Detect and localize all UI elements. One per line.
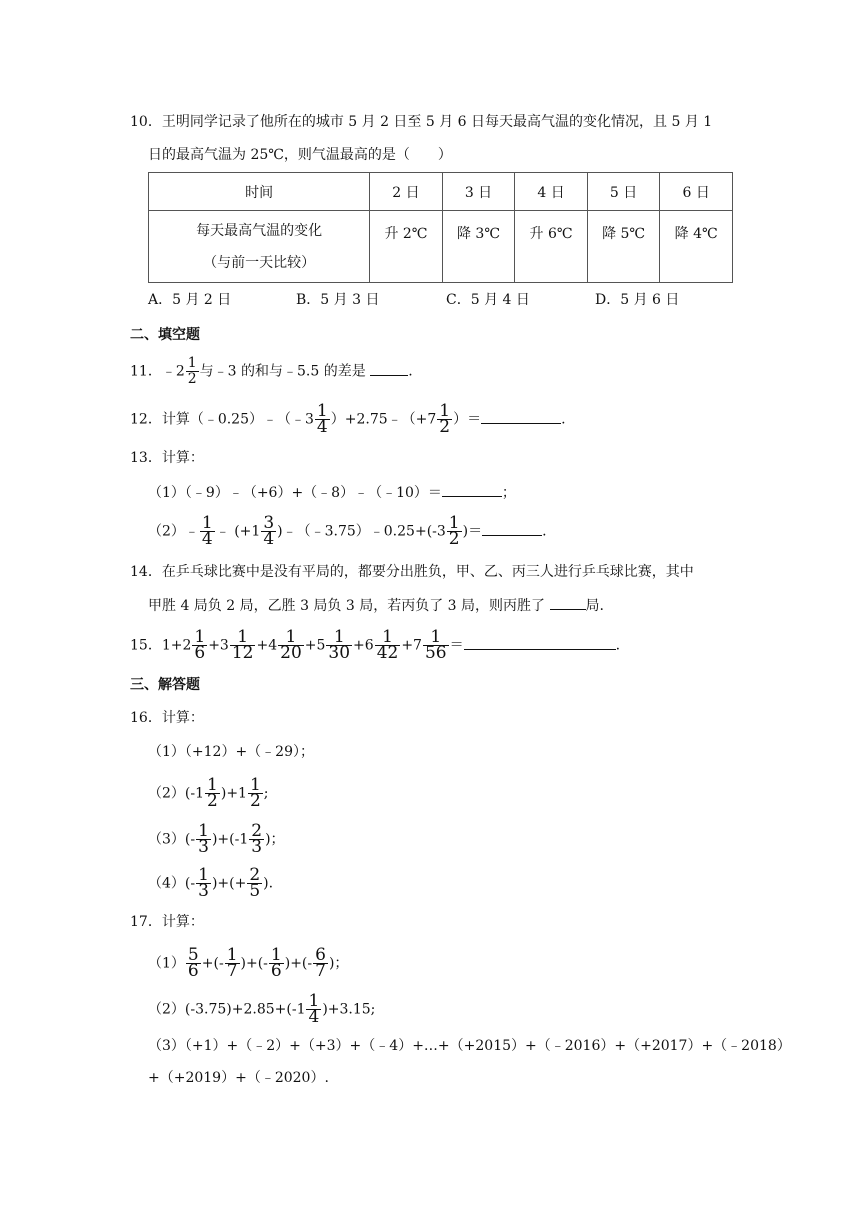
row-label-line1: 每天最高气温的变化 xyxy=(196,222,323,239)
fraction: $\frac{6}{7}$ xyxy=(315,945,326,981)
q10-option-c: C．5 月 4 日 xyxy=(446,292,530,308)
answer-blank xyxy=(550,595,586,610)
q11-number: 11． xyxy=(130,363,162,380)
fraction: $\frac{1}{3}$ xyxy=(198,865,209,901)
fraction: $\frac{1}{42}$ xyxy=(376,627,399,663)
fraction: $\frac{1}{7}$ xyxy=(226,945,238,981)
fraction: $\frac{3}{4}$ xyxy=(263,513,275,549)
fraction: $\frac{1}{2}$ xyxy=(207,775,218,811)
q10-option-b: B．5 月 3 日 xyxy=(296,292,380,308)
q13-part1: （1）（﹣9）﹣（+6）+（﹣8）﹣（﹣10）＝ ； xyxy=(148,482,516,503)
q10-line2: 日的最高气温为 25℃，则气温最高的是（ ） xyxy=(148,147,452,163)
table-header-row xyxy=(149,173,733,211)
q10-option-a: A．5 月 2 日 xyxy=(148,292,232,308)
q11-text: ﹣2 xyxy=(161,363,185,380)
fraction: $\frac{2}{5}$ xyxy=(249,865,261,901)
question-15: 15．1+2 $\frac{1}{6}$ +3 $\frac{1}{12}$ +4 $\frac{1}{20}$ +5 $\frac{1}{30}$ +6 $\frac{1}{42}$ +7 $\frac{1}{56}$ ＝ . xyxy=(130,627,621,663)
question-11: 11．﹣2 $\frac{1}{2}$ 与﹣3 的和与﹣5.5 的差是 . xyxy=(130,355,413,387)
q14-line1: 14．在乒乓球比赛中是没有平局的，都要分出胜负，甲、乙、丙三人进行乒乓球比赛，其中 xyxy=(130,564,694,580)
q17-part1: （1） $\frac{5}{6}$ +(- $\frac{1}{7}$ )+(- $\frac{1}{6}$ )+(- $\frac{6}{7}$ )； xyxy=(148,945,349,981)
table-cell: 3 日 xyxy=(442,173,515,211)
table-row-label xyxy=(149,211,370,283)
answer-blank xyxy=(482,521,542,536)
q13-title: 13．计算： xyxy=(130,450,204,466)
table-cell: 降 4℃ xyxy=(660,211,733,283)
q12-number: 12． xyxy=(130,411,162,428)
section-heading-fill-blank: 二、填空题 xyxy=(130,327,200,343)
table-cell: 升 2℃ xyxy=(370,211,443,283)
fraction: $\frac{2}{3}$ xyxy=(251,821,263,857)
q17-part2: （2）(-3.75)+2.85+(-1 $\frac{1}{4}$ )+3.15; xyxy=(148,991,376,1027)
fraction: $\frac{1}{2}$ xyxy=(448,513,460,549)
q11-text: 与﹣3 的和与﹣5.5 的差是 xyxy=(199,363,366,380)
fraction: $\frac{1}{2}$ xyxy=(187,355,197,387)
section-heading-solve: 三、解答题 xyxy=(130,677,200,693)
q17-part3-line1: （3）（+1）+（﹣2）+（+3）+（﹣4）+…+（+2015）+（﹣2016）+（+2017）+（﹣2018） xyxy=(148,1038,791,1054)
q13-part1-text: （1）（﹣9）﹣（+6）+（﹣8）﹣（﹣10）＝ xyxy=(148,485,442,501)
fraction: $\frac{1}{30}$ xyxy=(328,627,351,663)
table-cell: 4 日 xyxy=(515,173,588,211)
temperature-table xyxy=(148,172,733,283)
fraction: $\frac{1}{4}$ xyxy=(201,513,213,549)
q10-option-d: D．5 月 6 日 xyxy=(595,292,680,308)
fraction: $\frac{1}{56}$ xyxy=(424,627,447,663)
fraction: $\frac{1}{4}$ xyxy=(308,991,320,1027)
q16-part3: （3）(- $\frac{1}{3}$ )+(-1 $\frac{2}{3}$ )； xyxy=(148,821,285,857)
table-cell: 时间 xyxy=(149,173,370,211)
table-cell: 5 日 xyxy=(587,173,660,211)
q12-text: ）+2.75﹣（+7 xyxy=(330,411,437,428)
q14-line2: 甲胜 4 局负 2 局，乙胜 3 局负 3 局，若丙负了 3 局，则丙胜了 局. xyxy=(148,595,604,616)
fraction: $\frac{1}{4}$ xyxy=(316,401,328,437)
fraction: $\frac{1}{12}$ xyxy=(231,627,254,663)
q16-part4: （4）(- $\frac{1}{3}$ )+(+ $\frac{2}{5}$ ). xyxy=(148,865,274,901)
fraction: $\frac{1}{20}$ xyxy=(280,627,302,663)
table-row xyxy=(149,211,733,283)
table-cell: 降 3℃ xyxy=(442,211,515,283)
fraction: $\frac{1}{2}$ xyxy=(249,775,261,811)
q16-part2: （2）(-1 $\frac{1}{2}$ )+1 $\frac{1}{2}$ ; xyxy=(148,775,269,811)
answer-blank xyxy=(442,482,502,497)
answer-blank xyxy=(464,635,616,650)
table-cell: 2 日 xyxy=(370,173,443,211)
q14-text: 甲胜 4 局负 2 局，乙胜 3 局负 3 局，若丙负了 3 局，则丙胜了 xyxy=(148,598,546,614)
fraction: $\frac{5}{6}$ xyxy=(187,945,199,981)
q12-text: ）＝ xyxy=(453,411,482,428)
table-cell: 升 6℃ xyxy=(515,211,588,283)
question-12: 12．计算（﹣0.25）﹣（﹣3 $\frac{1}{4}$ ）+2.75﹣（+7 $\frac{1}{2}$ ）＝ . xyxy=(130,401,566,437)
answer-blank xyxy=(370,361,408,376)
row-label-line2: （与前一天比较） xyxy=(203,254,316,271)
q10-line1: 10．王明同学记录了他所在的城市 5 月 2 日至 5 月 6 日每天最高气温的变化情况，且 5 月 1 xyxy=(130,114,713,130)
q17-title: 17．计算： xyxy=(130,914,204,930)
fraction: $\frac{1}{6}$ xyxy=(194,627,206,663)
q16-part1: （1）（+12）+（﹣29）； xyxy=(148,744,314,760)
q12-text: 计算（﹣0.25）﹣（﹣3 xyxy=(161,411,314,428)
answer-blank xyxy=(481,409,561,424)
fraction: $\frac{1}{6}$ xyxy=(270,945,282,981)
fraction: $\frac{1}{3}$ xyxy=(198,821,209,857)
fraction: $\frac{1}{2}$ xyxy=(439,401,451,437)
q17-part3-line2: +（+2019）+（﹣2020）. xyxy=(148,1070,329,1086)
q15-number: 15． xyxy=(130,637,162,654)
table-cell: 6 日 xyxy=(660,173,733,211)
table-cell: 降 5℃ xyxy=(587,211,660,283)
q13-part2: （2）﹣ $\frac{1}{4}$ ﹣ (+1 $\frac{3}{4}$ )﹣（﹣3.75）﹣0.25+(-3 $\frac{1}{2}$ )＝ . xyxy=(148,513,547,549)
q16-title: 16．计算： xyxy=(130,710,204,726)
